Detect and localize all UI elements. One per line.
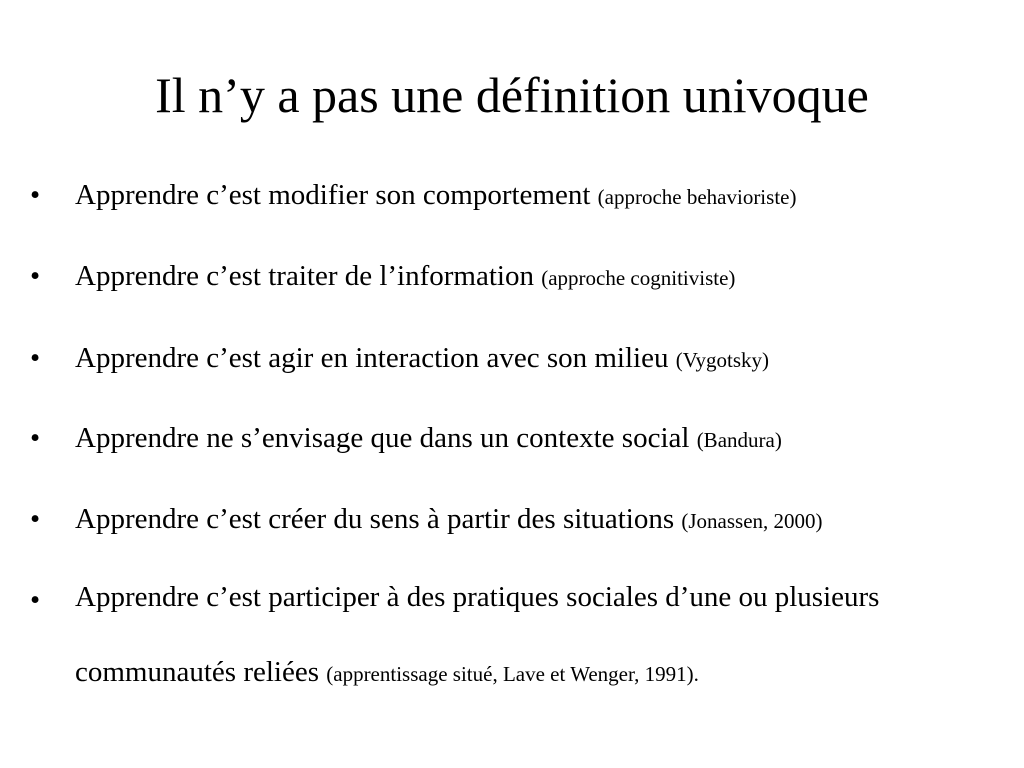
bullet-text-container <box>75 155 1015 237</box>
bullet-main-text: Apprendre c’est participer à des pratiques sociales d’une ou plusieurs communautés reliées <box>75 581 880 688</box>
bullet-main-text: Apprendre ne s’envisage que dans un contexte social <box>75 422 690 454</box>
bullet-text-container <box>75 236 1015 318</box>
bullet-note: (approche cognitiviste) <box>541 266 736 290</box>
bullet-icon: • <box>30 503 41 535</box>
bullet-text-container <box>75 479 1015 561</box>
bullet-icon: • <box>30 422 41 454</box>
bullet-main-text: Apprendre c’est créer du sens à partir des situations <box>75 503 675 535</box>
bullet-icon: • <box>30 179 41 211</box>
bullet-icon: • <box>30 260 41 292</box>
bullet-text-container <box>75 398 1015 480</box>
bullet-icon: • <box>30 584 41 616</box>
bullet-main-text: Apprendre c’est traiter de l’information <box>75 260 534 292</box>
bullet-text-container <box>75 560 1010 712</box>
bullet-note: (Bandura) <box>696 428 782 452</box>
bullet-note: (approche behavioriste) <box>597 185 797 209</box>
slide-title: Il n’y a pas une définition univoque <box>155 67 869 123</box>
bullet-main-text: Apprendre c’est agir en interaction avec son milieu <box>75 342 669 374</box>
bullet-main-text: Apprendre c’est modifier son comportement <box>75 179 591 211</box>
bullet-note: (Jonassen, 2000) <box>681 509 823 533</box>
bullet-icon: • <box>30 342 41 374</box>
bullet-note: (Vygotsky) <box>675 348 770 372</box>
bullet-text-container <box>75 318 1015 400</box>
bullet-note: (apprentissage situé, Lave et Wenger, 1991). <box>326 662 699 686</box>
